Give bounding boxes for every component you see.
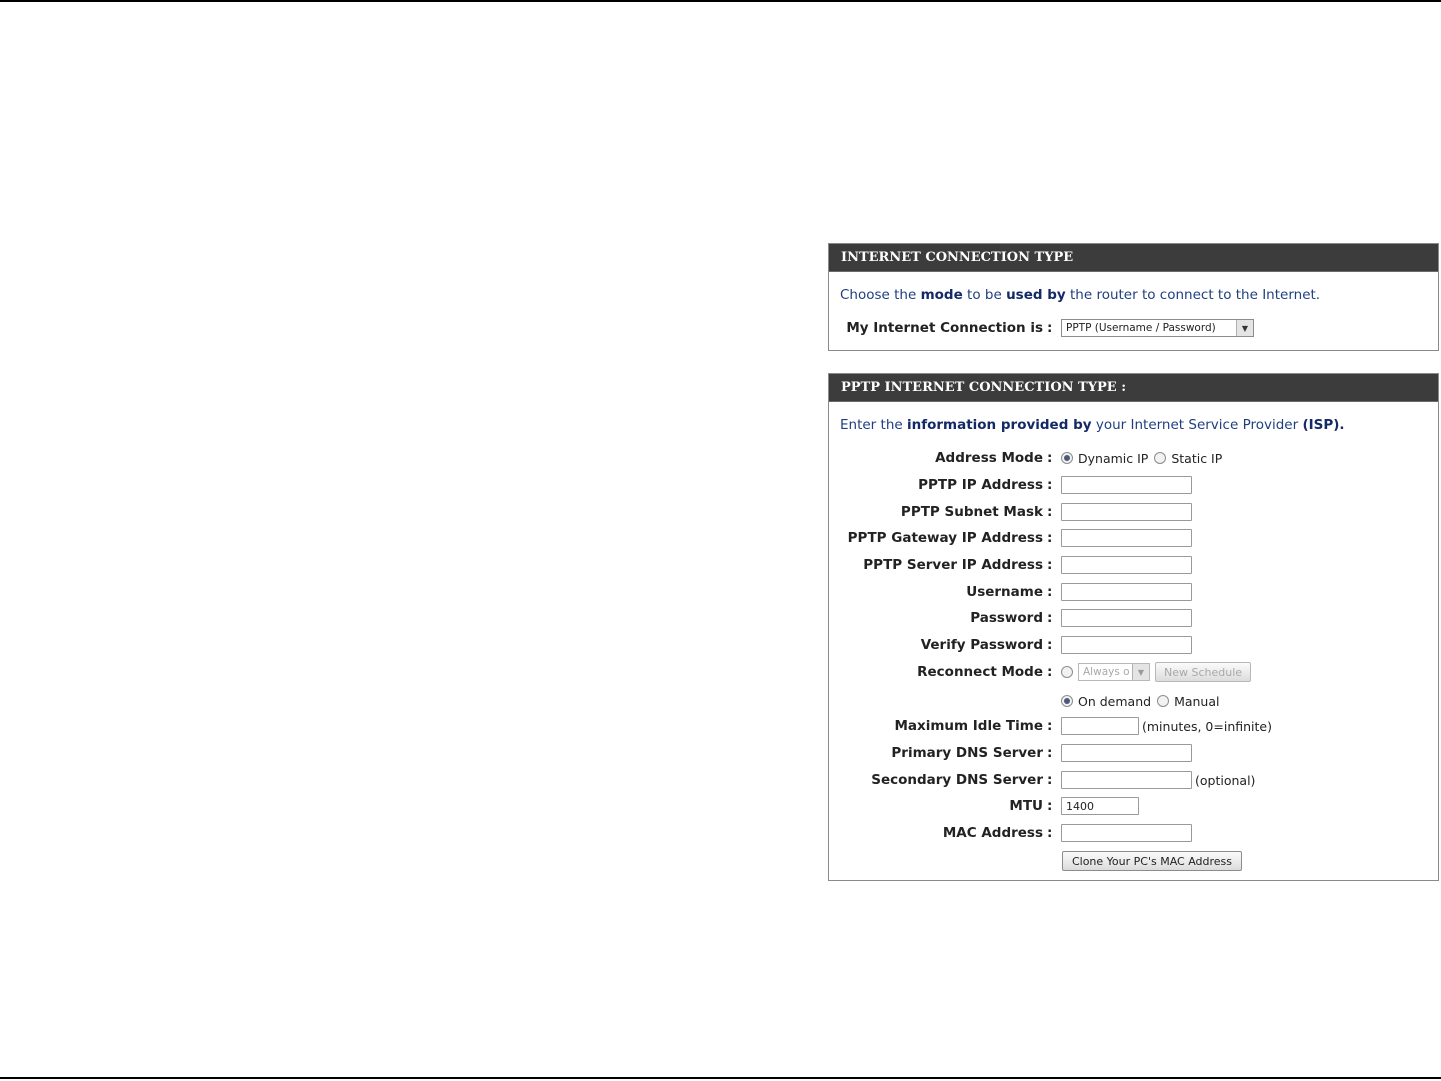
max-idle-input[interactable] — [1061, 717, 1139, 735]
colon: : — [1047, 772, 1053, 788]
pptp-server-input[interactable] — [1061, 556, 1192, 574]
reconnect-mode-label: Reconnect Mode — [917, 664, 1043, 680]
panel-header: PPTP INTERNET CONNECTION TYPE : — [829, 374, 1438, 402]
mtu-label: MTU — [1009, 798, 1043, 814]
static-ip-label: Static IP — [1171, 450, 1223, 466]
new-schedule-button[interactable]: New Schedule — [1155, 662, 1251, 682]
verify-password-input[interactable] — [1061, 636, 1192, 654]
intro-part: (ISP). — [1302, 417, 1345, 433]
colon: : — [1047, 450, 1053, 466]
intro-part: Enter the — [840, 417, 907, 433]
pptp-gateway-input[interactable] — [1061, 529, 1192, 547]
intro-part: your Internet Service Provider — [1091, 417, 1303, 433]
mac-address-input[interactable] — [1061, 824, 1192, 842]
pptp-subnet-row — [829, 501, 1438, 523]
pptp-ip-row — [829, 474, 1438, 496]
colon: : — [1047, 557, 1053, 573]
schedule-select[interactable] — [1078, 663, 1150, 681]
max-idle-label: Maximum Idle Time — [894, 718, 1043, 734]
clone-mac-row — [829, 850, 1438, 872]
panel-header: INTERNET CONNECTION TYPE — [829, 244, 1438, 272]
intro-part: information provided by — [906, 417, 1092, 433]
reconnect-mode-row — [829, 661, 1438, 683]
secondary-dns-input[interactable] — [1061, 771, 1192, 789]
intro-part: to be — [962, 287, 1007, 303]
pptp-subnet-label: PPTP Subnet Mask — [900, 504, 1043, 520]
intro-part: Choose the — [840, 287, 921, 303]
primary-dns-row — [829, 742, 1438, 764]
primary-dns-label: Primary DNS Server — [891, 745, 1043, 761]
colon: : — [1047, 798, 1053, 814]
pptp-ip-label: PPTP IP Address — [918, 477, 1043, 493]
top-rule — [0, 0, 1441, 2]
mtu-row — [829, 795, 1438, 817]
colon: : — [1047, 320, 1053, 336]
address-mode-row — [829, 447, 1438, 469]
connection-type-label: My Internet Connection is — [846, 320, 1043, 336]
password-label: Password — [970, 610, 1043, 626]
colon: : — [1047, 718, 1053, 734]
on-demand-radio[interactable] — [1061, 695, 1073, 707]
dynamic-ip-label: Dynamic IP — [1078, 450, 1149, 466]
pptp-server-row — [829, 554, 1438, 576]
connection-type-row — [829, 317, 1438, 339]
secondary-dns-row — [829, 769, 1438, 791]
mtu-input[interactable]: 1400 — [1061, 797, 1139, 815]
clone-mac-button[interactable]: Clone Your PC's MAC Address — [1062, 851, 1242, 871]
username-label: Username — [966, 584, 1043, 600]
pptp-subnet-input[interactable] — [1061, 503, 1192, 521]
username-input[interactable] — [1061, 583, 1192, 601]
intro-part: the router to connect to the Internet. — [1065, 287, 1321, 303]
colon: : — [1047, 745, 1053, 761]
mac-address-label: MAC Address — [942, 825, 1043, 841]
pptp-gateway-row — [829, 527, 1438, 549]
address-mode-label: Address Mode — [935, 450, 1043, 466]
colon: : — [1047, 477, 1053, 493]
max-idle-row — [829, 715, 1438, 737]
connection-intro-text — [840, 287, 1320, 303]
connection-type-value: PPTP (Username / Password) — [1066, 322, 1216, 334]
colon: : — [1047, 825, 1053, 841]
colon: : — [1047, 664, 1053, 680]
dynamic-ip-radio[interactable] — [1061, 452, 1073, 464]
pptp-gateway-label: PPTP Gateway IP Address — [847, 530, 1043, 546]
schedule-value: Always o — [1083, 666, 1130, 678]
password-row — [829, 607, 1438, 629]
pptp-intro-text — [840, 417, 1345, 433]
mac-address-row — [829, 822, 1438, 844]
connection-type-select[interactable] — [1061, 319, 1254, 337]
verify-password-label: Verify Password — [920, 637, 1043, 653]
secondary-dns-hint: (optional) — [1195, 772, 1256, 788]
password-input[interactable] — [1061, 609, 1192, 627]
pptp-ip-input[interactable] — [1061, 476, 1192, 494]
pptp-connection-panel — [828, 373, 1439, 881]
internet-connection-type-panel — [828, 243, 1439, 351]
colon: : — [1047, 584, 1053, 600]
colon: : — [1047, 504, 1053, 520]
intro-part: mode — [920, 287, 963, 303]
manual-radio[interactable] — [1157, 695, 1169, 707]
pptp-server-label: PPTP Server IP Address — [863, 557, 1043, 573]
chevron-down-icon[interactable]: ▼ — [1132, 664, 1149, 680]
on-demand-label: On demand — [1078, 693, 1152, 709]
reconnect-options-row — [829, 690, 1438, 712]
username-row — [829, 581, 1438, 603]
colon: : — [1047, 530, 1053, 546]
secondary-dns-label: Secondary DNS Server — [871, 772, 1043, 788]
manual-label: Manual — [1174, 693, 1220, 709]
bottom-rule — [0, 1077, 1441, 1079]
colon: : — [1047, 610, 1053, 626]
primary-dns-input[interactable] — [1061, 744, 1192, 762]
always-on-radio[interactable] — [1061, 666, 1073, 678]
max-idle-hint: (minutes, 0=infinite) — [1142, 718, 1272, 734]
colon: : — [1047, 637, 1053, 653]
verify-password-row — [829, 634, 1438, 656]
intro-part: used by — [1006, 287, 1066, 303]
static-ip-radio[interactable] — [1154, 452, 1166, 464]
chevron-down-icon[interactable]: ▼ — [1236, 320, 1253, 336]
